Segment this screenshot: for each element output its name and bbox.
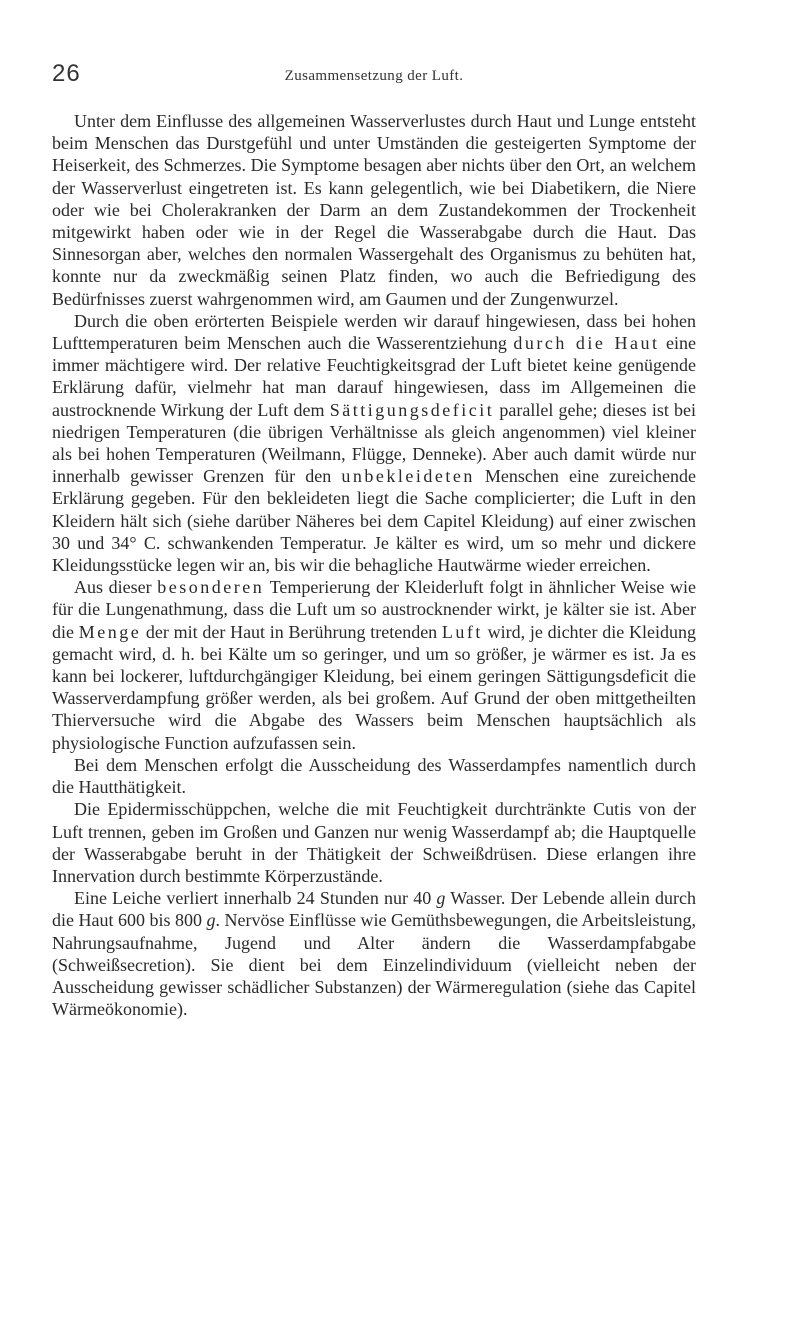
text-run: Wasser. Der Lebende allein durch die Haut 600 bis 800 xyxy=(52,888,696,931)
text-run: Menschen eine zureichende Erklärung gegeben. Für den bekleideten liegt die Sache complicierter; die Luft in den Kleidern hält sich (siehe darüber Näheres bei dem Capitel Kleidung) auf einer zwischen 30 und 34° C. schwankenden Temperatur. Je kälter es wird, um so mehr und dickere Kleidungsstücke legen wir an, bis wir die behagliche Hautwärme wieder erreichen. xyxy=(52,466,696,576)
paragraph xyxy=(52,798,696,887)
paragraph xyxy=(52,754,696,798)
text-run: der mit der Haut in Berührung tretenden xyxy=(141,621,442,642)
unit-gram: g xyxy=(436,888,446,909)
paragraph xyxy=(52,576,696,754)
body-text xyxy=(52,110,696,1020)
text-run: wird, je dichter die Kleidung gemacht wird, d. h. bei Kälte um so geringer, und um so größer, je wärmer es ist. Ja es kann bei lockerer, luftdurchgängiger Kleidung, bei einem geringen Sättigungsdeficit die Wasserverdampfung größer werden, als bei großem. Auf Grund der oben mittgetheilten Thierversuche wird die Abgabe des Wassers beim Menschen hauptsächlich als physiologische Function aufzufassen sein. xyxy=(52,621,696,753)
text-run: Die Epidermisschüppchen, welche die mit Feuchtigkeit durchtränkte Cutis von der Luft trennen, geben im Großen und Ganzen nur wenig Wasserdampf ab; die Hauptquelle der Wasserabgabe beruht in der Thätigkeit der Schweißdrüsen. Diese erlangen ihre Innervation durch bestimmte Körperzustände. xyxy=(52,799,696,886)
page-header xyxy=(52,60,696,90)
emphasis-text: besonderen xyxy=(157,577,265,598)
running-title: Zusammensetzung der Luft. xyxy=(284,68,464,84)
text-run: Aus dieser xyxy=(74,577,158,598)
paragraph xyxy=(52,887,696,1020)
text-run: Durch die oben erörterten Beispiele werden wir darauf hingewiesen, dass bei hohen Lufttemperaturen beim Menschen auch die Wasserentziehung xyxy=(52,310,696,354)
emphasis-text: Sättigungsdeficit xyxy=(329,399,495,420)
emphasis-text: Menge xyxy=(78,621,142,642)
paragraph xyxy=(52,310,696,576)
emphasis-text: durch die Haut xyxy=(513,333,660,354)
text-run: . Nervöse Einflüsse wie Gemüthsbewegungen, die Arbeitsleistung, Nahrungsaufnahme, Jugend und Alter ändern die Wasserdampfabgabe (Schweißsecretion). Sie dient bei dem Einzelindividuum (vielleicht neben der Ausscheidung gewisser schädlicher Substanzen) der Wärmeregulation (siehe das Capitel Wärmeökonomie). xyxy=(52,910,696,1020)
page-number: 26 xyxy=(52,60,81,87)
emphasis-text: unbekleideten xyxy=(341,466,475,487)
paragraph xyxy=(52,110,696,310)
emphasis-text: Luft xyxy=(441,621,483,642)
text-run: eine immer mächtigere wird. Der relative Feuchtigkeitsgrad der Luft bietet keine genügende Erklärung dafür, vielmehr hat man darauf hingewiesen, dass im Allgemeinen die austrocknende Wirkung der Luft dem xyxy=(52,333,696,420)
unit-gram: g xyxy=(206,910,216,931)
text-run: Temperierung der Kleiderluft folgt in ähnlicher Weise wie für die Lungenathmung, dass die Luft um so austrocknender wirkt, je kälter sie ist. Aber die xyxy=(52,577,696,642)
text-run: Unter dem Einflusse des allgemeinen Wasserverlustes durch Haut und Lunge entsteht beim Menschen das Durstgefühl und unter Umständen die gesteigerten Symptome der Heiserkeit, des Schmerzes. Die Symptome besagen aber nichts über den Ort, an welchem der Wasserverlust eingetreten ist. Es kann gelegentlich, wie bei Diabetikern, die Niere oder wie bei Cholerakranken der Darm an dem Zustandekommen der Trockenheit mitgewirkt haben oder wie in der Regel die Wasserabgabe durch die Haut. Das Sinnesorgan aber, welches den normalen Wassergehalt des Organismus zu behüten hat, konnte nur da zweckmäßig seinen Platz finden, wo auch die Befriedigung des Bedürfnisses zuerst wahrgenommen wird, am Gaumen und der Zungenwurzel. xyxy=(52,111,696,309)
text-run: Eine Leiche verliert innerhalb 24 Stunden nur 40 xyxy=(74,888,437,909)
text-run: Bei dem Menschen erfolgt die Ausscheidung des Wasserdampfes namentlich durch die Hautthätigkeit. xyxy=(52,754,696,798)
text-run: parallel gehe; dieses ist bei niedrigen Temperaturen (die übrigen Verhältnisse als gleich angenommen) viel kleiner als bei hohen Temperaturen (Weilmann, Flügge, Denneke). Aber auch damit würde nur innerhalb gewisser Grenzen für den xyxy=(52,399,696,487)
